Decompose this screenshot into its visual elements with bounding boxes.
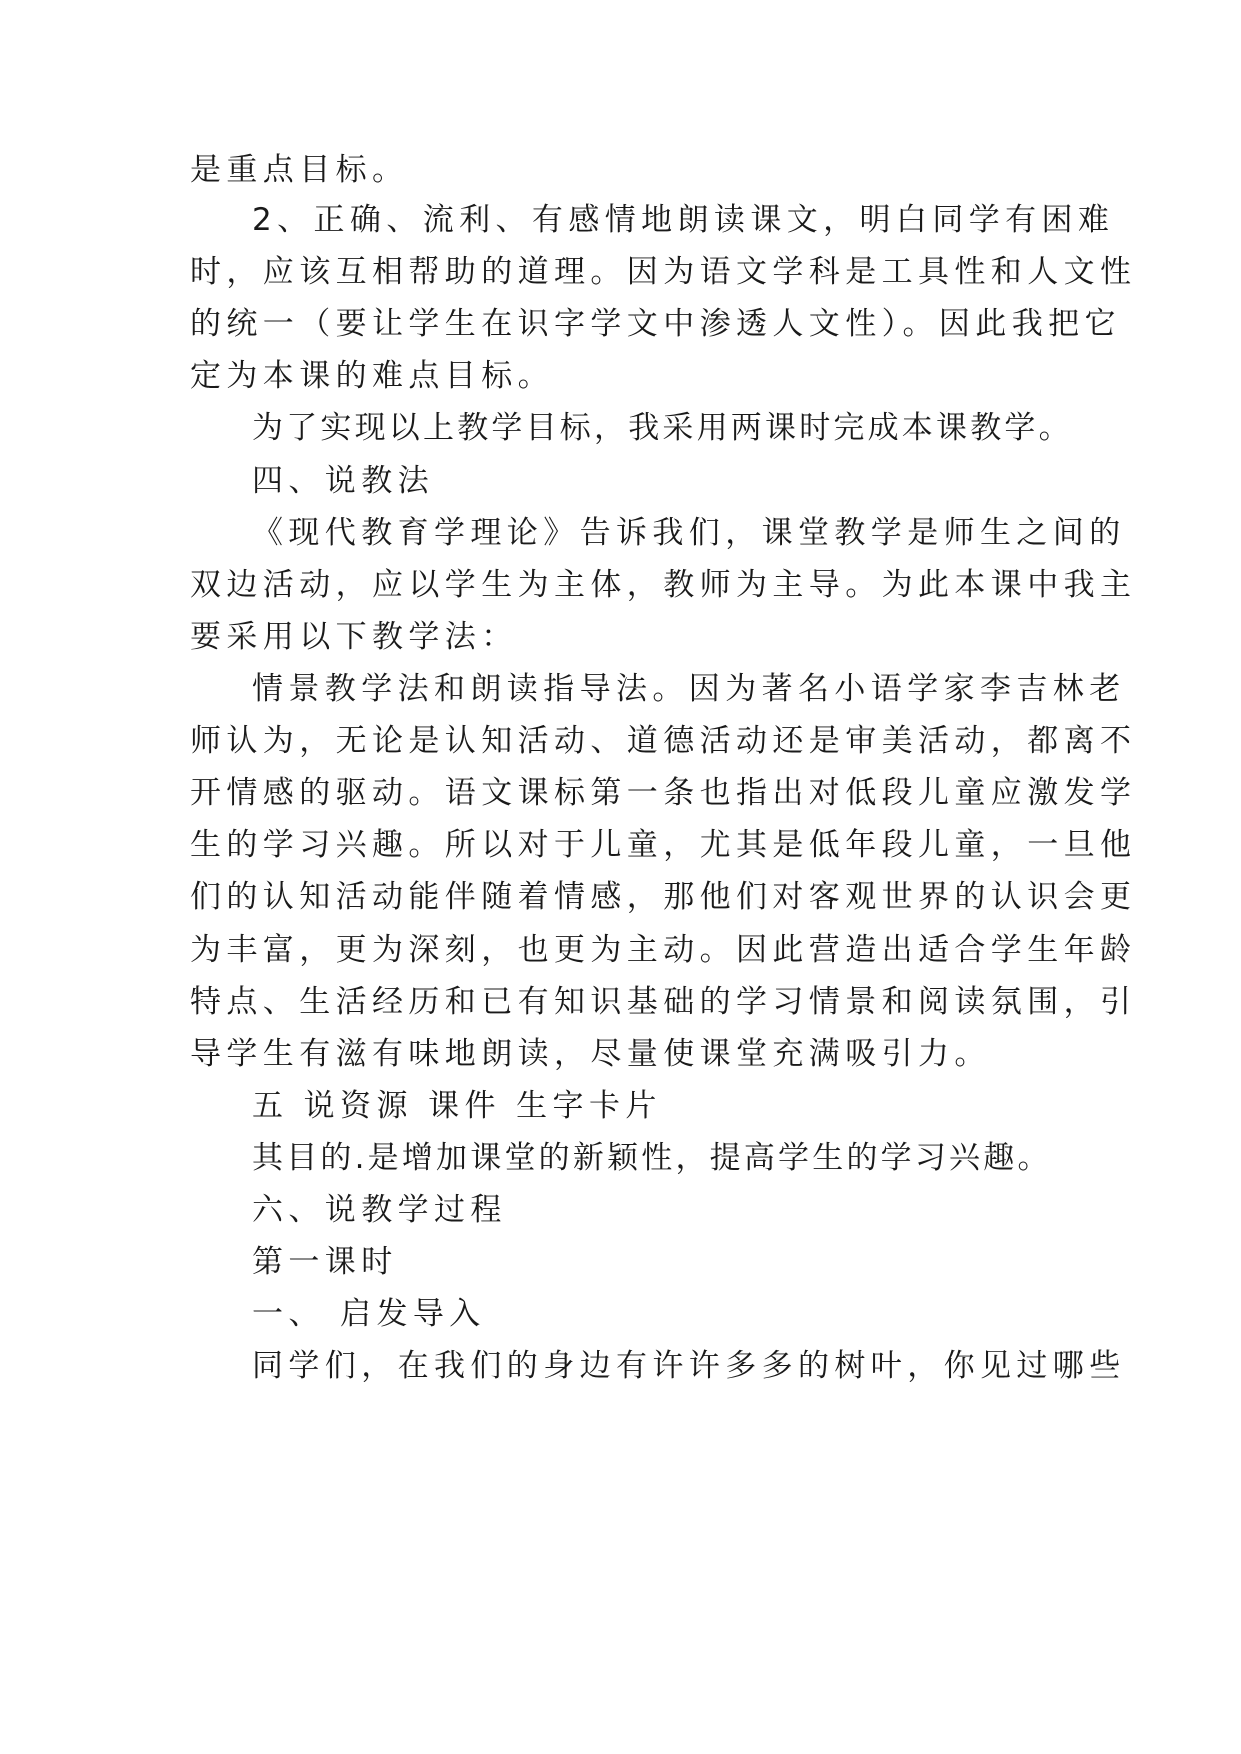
text-line-20: 其目的.是增加课堂的新颖性，提高学生的学习兴趣。: [252, 1140, 1052, 1176]
text-line-16: 为丰富，更为深刻，也更为主动。因此营造出适合学生年龄: [190, 932, 1137, 968]
section-heading-teaching-process: 六、说教学过程: [252, 1192, 507, 1228]
text-line-3: 时，应该互相帮助的道理。因为语文学科是工具性和人文性: [190, 254, 1137, 290]
text-line-15: 们的认知活动能伴随着情感，那他们对客观世界的认识会更: [190, 879, 1137, 915]
text-line-8: 《现代教育学理论》告诉我们，课堂教学是师生之间的: [252, 515, 1126, 551]
text-line-18: 导学生有滋有味地朗读，尽量使课堂充满吸引力。: [190, 1036, 991, 1072]
subheading-introduction: 一、 启发导入: [252, 1296, 486, 1332]
text-line-4: 的统一（要让学生在识字学文中渗透人文性）。因此我把它: [190, 306, 1121, 342]
text-line-13: 开情感的驱动。语文课标第一条也指出对低段儿童应激发学: [190, 775, 1137, 811]
text-line-12: 师认为，无论是认知活动、道德活动还是审美活动，都离不: [190, 723, 1137, 759]
text-line-9: 双边活动，应以学生为主体，教师为主导。为此本课中我主: [190, 567, 1137, 603]
text-line-10: 要采用以下教学法：: [190, 619, 518, 655]
text-line-11: 情景教学法和朗读指导法。因为著名小语学家李吉林老: [252, 671, 1126, 707]
text-line-1: 是重点目标。: [190, 152, 409, 188]
text-line-6: 为了实现以上教学目标，我采用两课时完成本课教学。: [252, 410, 1073, 446]
section-heading-resources: 五 说资源 课件 生字卡片: [252, 1088, 662, 1124]
text-line-17: 特点、生活经历和已有知识基础的学习情景和阅读氛围，引: [190, 984, 1137, 1020]
text-line-24: 同学们，在我们的身边有许许多多的树叶，你见过哪些: [252, 1348, 1126, 1384]
section-heading-teaching-methods: 四、说教法: [252, 463, 434, 499]
text-line-5: 定为本课的难点目标。: [190, 358, 554, 394]
text-line-14: 生的学习兴趣。所以对于儿童，尤其是低年段儿童，一旦他: [190, 827, 1137, 863]
text-line-2: 2、正确、流利、有感情地朗读课文，明白同学有困难: [252, 202, 1115, 238]
subheading-first-lesson: 第一课时: [252, 1244, 398, 1280]
